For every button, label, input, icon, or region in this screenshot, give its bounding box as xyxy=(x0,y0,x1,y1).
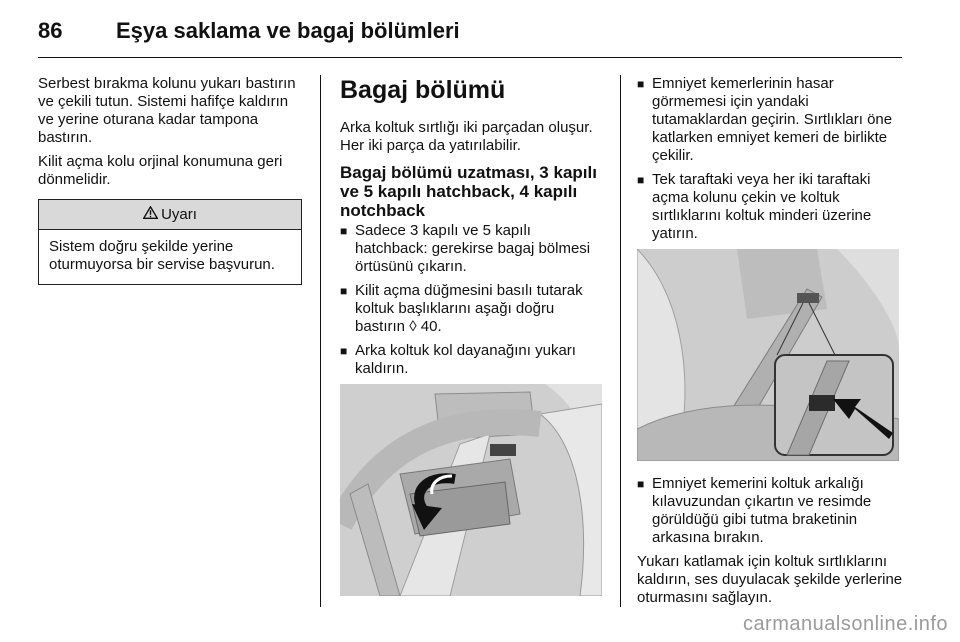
column-divider-right xyxy=(620,75,621,607)
watermark: carmanualsonline.info xyxy=(742,613,948,635)
column-divider-left xyxy=(320,75,321,607)
intro-paragraph: Arka koltuk sırtlığı iki parçadan oluşur. Her iki parça da yatırılabilir. xyxy=(340,119,593,154)
warning-header xyxy=(39,200,301,230)
header-divider xyxy=(38,57,902,58)
bullet-square-icon: ■ xyxy=(340,224,348,238)
list-item: ■ Sadece 3 kapılı ve 5 kapılı hatchback: gerekirse bagaj bölmesi örtüsünü çıkarın. xyxy=(340,222,591,275)
bullet-list-right-top xyxy=(637,75,907,243)
list-item: ■ Kilit açma düğmesini basılı tutarak koltuk başlıklarını aşağı doğru bastırın ◊ 40. xyxy=(340,282,583,335)
page-header xyxy=(38,18,920,58)
list-item: ■ Emniyet kemerlerinin hasar görmemesi için yandaki tutamaklardan geçirin. Sırtlıkları öne katlarken emniyet kemeri de birlikte çekilir. xyxy=(637,75,893,164)
column-middle xyxy=(340,75,602,596)
column-left xyxy=(38,75,304,285)
paragraph-release-lever: Serbest bırakma kolunu yukarı bastırın ve çekili tutun. Sistemi hafifçe kaldırın ve yerine oturana kadar tampona bastırın. xyxy=(38,75,296,146)
column-right xyxy=(637,75,907,613)
bullet-square-icon: ■ xyxy=(340,344,348,358)
closing-paragraph: Yukarı katlamak için koltuk sırtlıklarını kaldırın, ses duyulacak şekilde yerlerine oturmasını sağlayın. xyxy=(637,553,903,606)
page-title: Eşya saklama ve bagaj bölümleri xyxy=(116,18,460,43)
list-item: ■ Emniyet kemerini koltuk arkalığı kılavuzundan çıkartın ve resimde görüldüğü gibi tutma braketinin arkasına bırakın. xyxy=(637,475,872,546)
figure-armrest-illustration xyxy=(340,384,602,596)
warning-body: Sistem doğru şekilde yerine oturmuyorsa bir servise başvurun. xyxy=(49,238,275,273)
warning-triangle-icon xyxy=(143,206,158,224)
bullet-square-icon: ■ xyxy=(637,77,645,91)
armrest-illustration-image xyxy=(340,384,602,596)
list-item: ■ Arka koltuk kol dayanağını yukarı kaldırın. xyxy=(340,342,576,377)
bullet-square-icon: ■ xyxy=(637,477,645,491)
list-item: ■ Tek taraftaki veya her iki taraftaki açma kolunu çekin ve koltuk sırtlıklarını koltuk minderi üzerine yatırın. xyxy=(637,171,872,242)
bullet-square-icon: ■ xyxy=(340,284,348,298)
section-heading: Bagaj bölümü xyxy=(340,76,506,104)
bullet-square-icon: ■ xyxy=(637,173,645,187)
seatbelt-bracket-illustration-image xyxy=(637,249,899,461)
subsection-heading: Bagaj bölümü uzatması, 3 kapılı ve 5 kapılı hatchback, 4 kapılı notchback xyxy=(340,163,597,220)
warning-title: Uyarı xyxy=(161,206,197,223)
paragraph-lock-lever: Kilit açma kolu orjinal konumuna geri dönmelidir. xyxy=(38,153,283,188)
figure-seatbelt-bracket-illustration xyxy=(637,249,899,461)
page-number: 86 xyxy=(38,18,63,43)
bullet-list-middle xyxy=(340,222,602,378)
bullet-list-right-bottom xyxy=(637,475,907,547)
warning-box xyxy=(38,199,302,285)
